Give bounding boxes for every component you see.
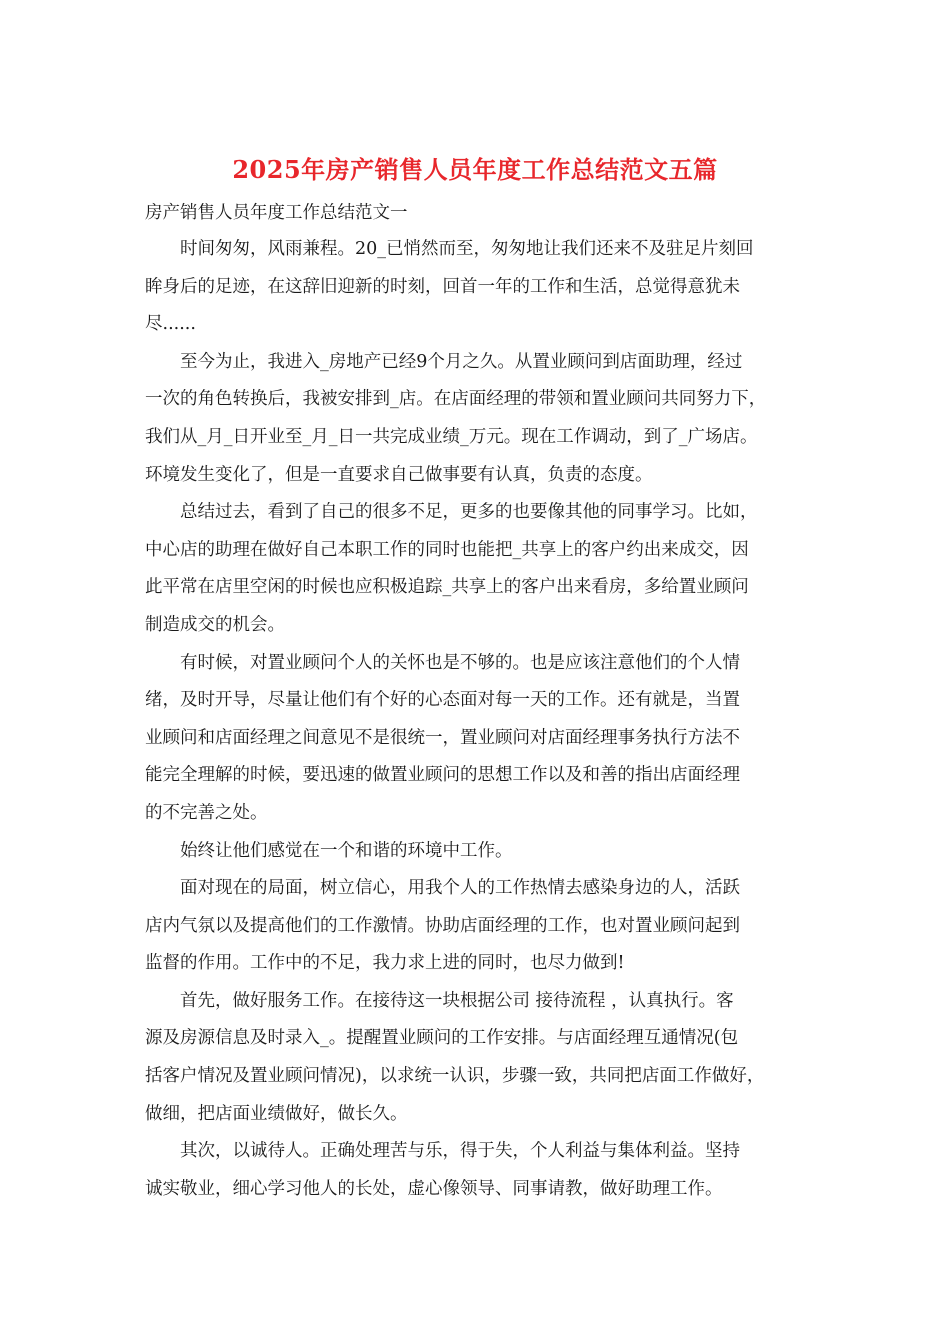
paragraph xyxy=(145,1133,810,1208)
paragraph-line: 源及房源信息及时录入_。提醒置业顾问的工作安排。与店面经理互通情况(包 xyxy=(145,1028,739,1049)
paragraph-line: 始终让他们感觉在一个和谐的环境中工作。 xyxy=(180,840,513,861)
paragraph-line: 面对现在的局面，树立信心，用我个人的工作热情去感染身边的人，活跃 xyxy=(180,878,740,899)
paragraph-line: 环境发生变化了，但是一直要求自己做事要有认真，负责的态度。 xyxy=(145,464,653,485)
paragraph-line: 监督的作用。工作中的不足，我力求上进的同时，也尽力做到! xyxy=(145,953,625,974)
paragraph-line: 总结过去，看到了自己的很多不足，更多的也要像其他的同事学习。比如， xyxy=(180,502,758,523)
paragraph-line: 括客户情况及置业顾问情况)，以求统一认识，步骤一致，共同把店面工作做好， xyxy=(145,1066,765,1087)
paragraph xyxy=(145,344,810,494)
paragraph-line: 的不完善之处。 xyxy=(145,802,268,823)
paragraph-line: 制造成交的机会。 xyxy=(145,614,285,635)
paragraph xyxy=(145,231,810,344)
section-subtitle: 房产销售人员年度工作总结范文一 xyxy=(145,203,408,223)
paragraph-list xyxy=(145,231,810,1208)
paragraph-line: 我们从_月_日开业至_月_日一共完成业绩_万元。现在工作调动，到了_广场店。 xyxy=(145,426,758,447)
paragraph xyxy=(145,833,810,871)
document-body xyxy=(145,195,810,1208)
paragraph-line: 眸身后的足迹，在这辞旧迎新的时刻，回首一年的工作和生活，总觉得意犹未 xyxy=(145,276,740,297)
paragraph-line: 有时候，对置业顾问个人的关怀也是不够的。也是应该注意他们的个人情 xyxy=(180,652,740,673)
document-title: 2025年房产销售人员年度工作总结范文五篇 xyxy=(232,155,718,184)
paragraph-line: 诚实敬业，细心学习他人的长处，虚心像领导、同事请教，做好助理工作。 xyxy=(145,1178,723,1199)
paragraph-line: 首先，做好服务工作。在接待这一块根据公司 接待流程 ，认真执行。客 xyxy=(180,990,734,1011)
paragraph xyxy=(145,983,810,1133)
paragraph-line: 此平常在店里空闲的时候也应积极追踪_共享上的客户出来看房，多给置业顾问 xyxy=(145,577,749,598)
paragraph-line: 时间匆匆，风雨兼程。20_已悄然而至，匆匆地让我们还来不及驻足片刻回 xyxy=(180,239,754,259)
paragraph xyxy=(145,494,810,644)
paragraph-line: 能完全理解的时候，要迅速的做置业顾问的思想工作以及和善的指出店面经理 xyxy=(145,765,740,786)
paragraph-line: 其次，以诚待人。正确处理苦与乐，得于失，个人利益与集体利益。坚持 xyxy=(180,1141,740,1162)
paragraph-line: 做细，把店面业绩做好，做长久。 xyxy=(145,1103,408,1124)
paragraph-line: 中心店的助理在做好自己本职工作的同时也能把_共享上的客户约出来成交，因 xyxy=(145,539,749,560)
paragraph-line: 业顾问和店面经理之间意见不是很统一，置业顾问对店面经理事务执行方法不 xyxy=(145,727,740,748)
paragraph xyxy=(145,870,810,983)
paragraph-line: 尽...... xyxy=(145,314,196,335)
paragraph-line: 店内气氛以及提高他们的工作激情。协助店面经理的工作，也对置业顾问起到 xyxy=(145,915,740,936)
paragraph-line: 一次的角色转换后，我被安排到_店。在店面经理的带领和置业顾问共同努力下， xyxy=(145,389,767,410)
paragraph xyxy=(145,645,810,833)
paragraph-line: 至今为止，我进入_房地产已经9个月之久。从置业顾问到店面助理，经过 xyxy=(180,351,743,372)
paragraph-line: 绪，及时开导，尽量让他们有个好的心态面对每一天的工作。还有就是，当置 xyxy=(145,690,740,711)
